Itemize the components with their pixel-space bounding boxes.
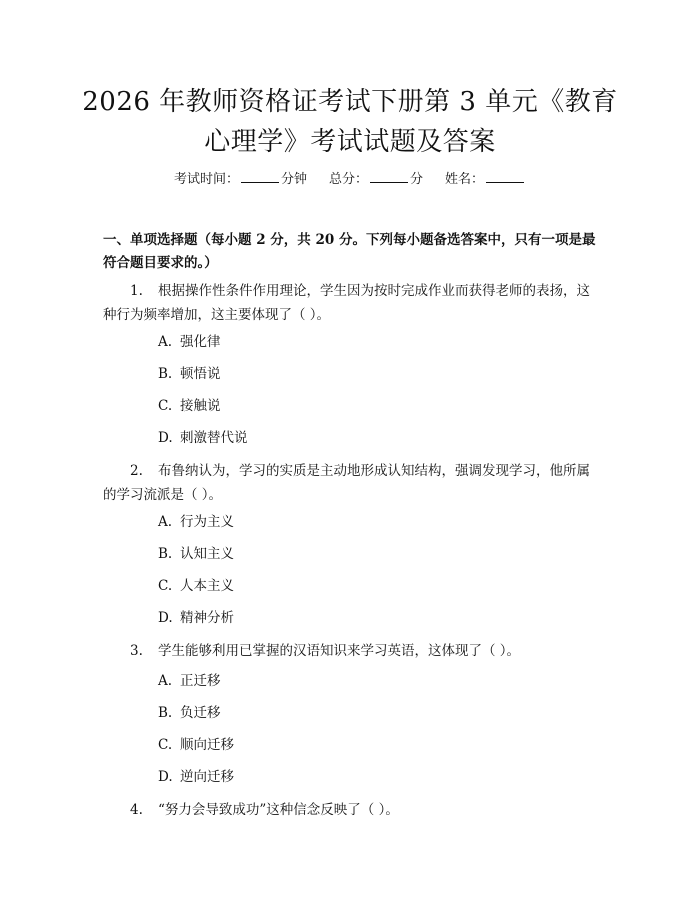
exam-time-blank — [241, 168, 279, 183]
exam-info-line — [0, 168, 700, 190]
question-1 — [103, 279, 603, 327]
option-text: 人本主义 — [180, 578, 234, 594]
option-text: 接触说 — [180, 398, 221, 414]
option-text: 顿悟说 — [180, 366, 221, 382]
question-1-option-a — [158, 332, 221, 352]
question-4-number: 4. — [130, 802, 143, 818]
option-letter: A. — [158, 334, 173, 350]
question-3 — [103, 639, 603, 663]
option-letter: C. — [158, 737, 173, 753]
option-text: 负迁移 — [180, 705, 221, 721]
question-3-option-b — [158, 703, 221, 723]
option-letter: B. — [158, 705, 173, 721]
option-letter: D. — [158, 610, 173, 626]
option-letter: C. — [158, 398, 173, 414]
option-text: 顺向迁移 — [180, 737, 234, 753]
question-2-option-a — [158, 512, 234, 532]
exam-time-unit: 分钟 — [280, 172, 307, 187]
question-2-number: 2. — [130, 463, 143, 479]
option-letter: B. — [158, 546, 173, 562]
section-heading: 一、单项选择题（每小题 2 分，共 20 分。下列每小题备选答案中，只有一项是最符合题目要求的。） — [103, 232, 596, 271]
question-1-option-d — [158, 428, 248, 448]
option-text: 刺激替代说 — [180, 430, 248, 446]
question-1-option-c — [158, 396, 221, 416]
option-letter: A. — [158, 673, 173, 689]
question-2 — [103, 459, 603, 507]
exam-time-label: 考试时间： — [173, 172, 239, 187]
title-line-1: 2026 年教师资格证考试下册第 3 单元《教育 — [82, 87, 618, 117]
option-letter: D. — [158, 769, 173, 785]
question-1-number: 1. — [130, 283, 143, 299]
option-text: 正迁移 — [180, 673, 221, 689]
total-score-unit: 分 — [410, 172, 424, 187]
question-3-number: 3. — [130, 643, 143, 659]
question-2-option-c — [158, 576, 234, 596]
name-blank — [486, 168, 524, 183]
document-title — [60, 82, 640, 162]
question-3-text: 学生能够利用已掌握的汉语知识来学习英语，这体现了（ ）。 — [158, 643, 521, 659]
option-letter: B. — [158, 366, 173, 382]
title-line-2: 心理学》考试试题及答案 — [204, 127, 496, 157]
question-1-option-b — [158, 364, 221, 384]
total-score-label: 总分： — [328, 172, 368, 187]
option-text: 强化律 — [180, 334, 221, 350]
question-3-option-a — [158, 671, 221, 691]
option-letter: A. — [158, 514, 173, 530]
option-text: 逆向迁移 — [180, 769, 234, 785]
option-letter: D. — [158, 430, 173, 446]
option-text: 精神分析 — [180, 610, 234, 626]
option-letter: C. — [158, 578, 173, 594]
question-3-option-d — [158, 767, 234, 787]
question-4 — [103, 798, 603, 822]
question-3-option-c — [158, 735, 234, 755]
question-2-text: 布鲁纳认为，学习的实质是主动地形成认知结构，强调发现学习，他所属的学习流派是（ ）。 — [103, 463, 590, 503]
question-2-option-d — [158, 608, 234, 628]
total-score-blank — [370, 168, 408, 183]
option-text: 行为主义 — [180, 514, 234, 530]
question-4-text: “努力会导致成功”这种信念反映了（ ）。 — [158, 802, 399, 818]
name-label: 姓名： — [445, 172, 485, 187]
question-1-text: 根据操作性条件作用理论，学生因为按时完成作业而获得老师的表扬，这种行为频率增加，这主要体现了（ ）。 — [103, 283, 590, 323]
option-text: 认知主义 — [180, 546, 234, 562]
question-2-option-b — [158, 544, 234, 564]
